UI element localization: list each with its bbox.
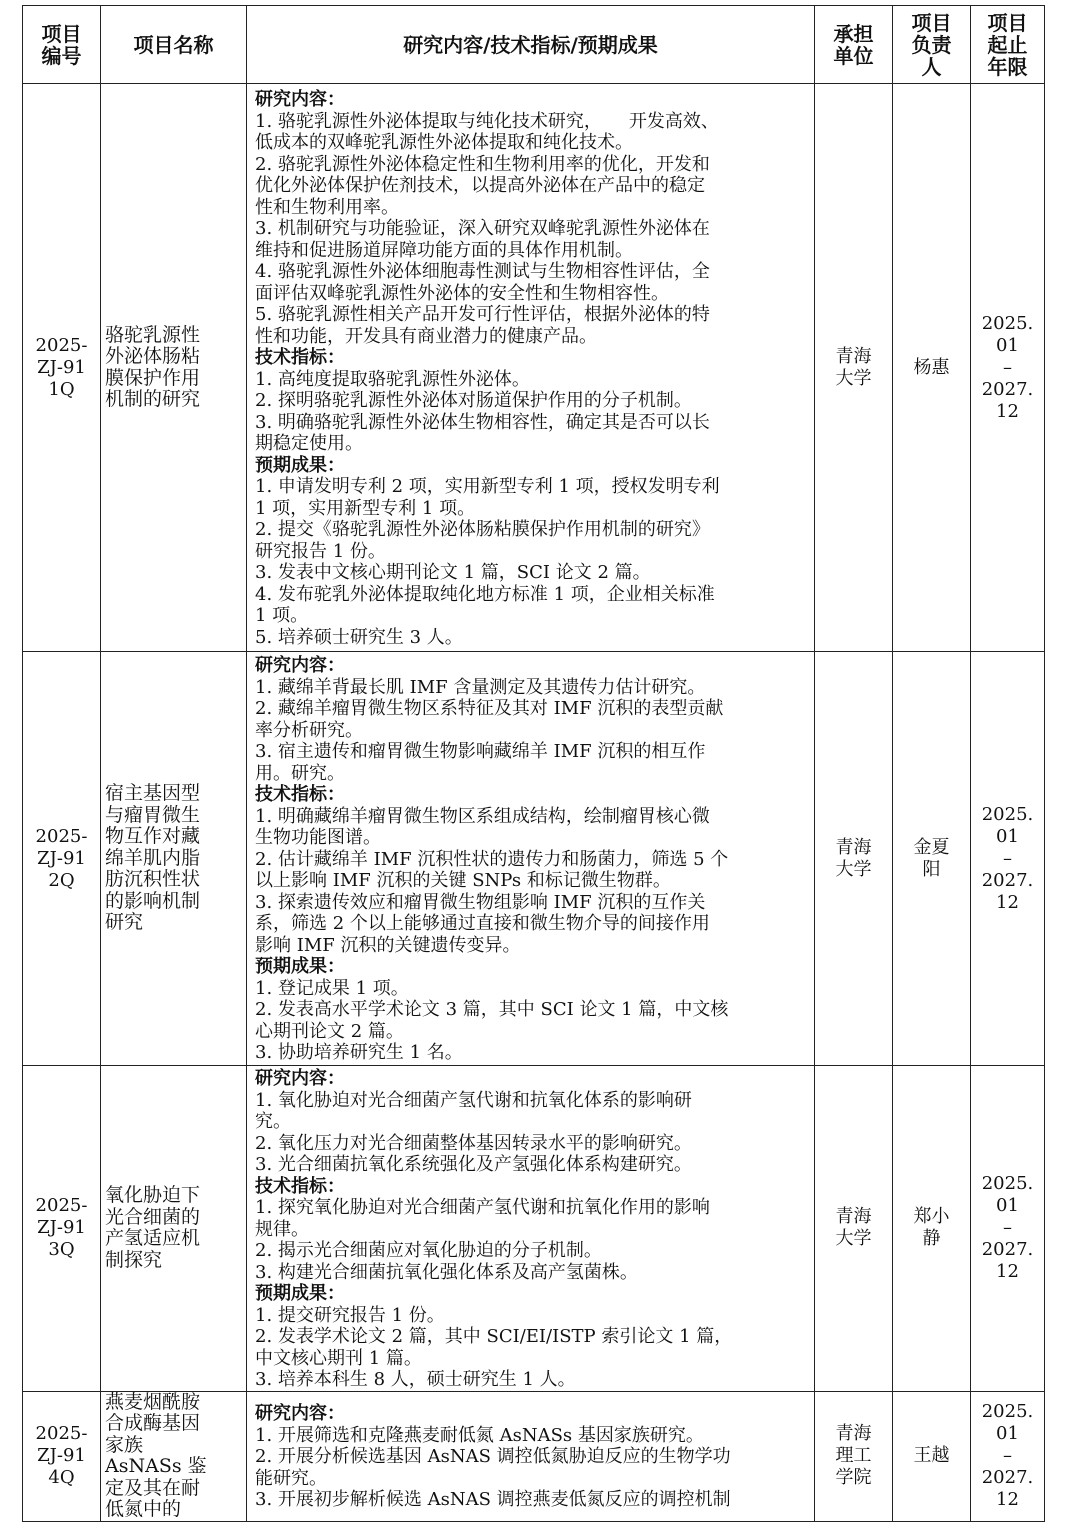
section-title: 技术指标： — [255, 347, 345, 368]
section-title: 预期成果： — [255, 1283, 345, 1304]
responsible-unit — [815, 84, 893, 652]
text-line: – — [1003, 847, 1012, 869]
responsible-unit-text: 青海大学 — [835, 836, 872, 880]
text-line: 12 — [996, 400, 1019, 422]
text-line: 4Q — [48, 1467, 75, 1488]
project-name-text: 宿主基因型与瘤胃微生物互作对藏绵羊肌内脂肪沉积性状的影响机制研究 — [105, 782, 201, 934]
text-line: ZJ-91 — [37, 1445, 86, 1466]
project-code — [23, 84, 101, 652]
responsible-unit — [815, 652, 893, 1066]
text-line: 01 — [996, 334, 1019, 356]
text-line: 4. 骆驼乳源性外泌体细胞毒性测试与生物相容性评估，全 — [255, 261, 710, 282]
text-line: 1. 提交研究报告 1 份。 — [255, 1304, 445, 1326]
project-leader — [893, 1391, 971, 1521]
section-title: 技术指标： — [255, 1175, 345, 1197]
text-line: 2025. — [981, 312, 1034, 334]
project-content — [247, 652, 815, 1066]
header-code: 项目编号 — [23, 6, 101, 84]
text-line: 性和功能，开发具有商业潜力的健康产品。 — [255, 325, 597, 347]
project-content — [247, 1391, 815, 1521]
text-line: 01 — [996, 1423, 1019, 1444]
text-line: 1 项，实用新型专利 1 项。 — [255, 497, 476, 519]
text-line: 心期刊论文 2 篇。 — [255, 1020, 404, 1042]
text-line: 低成本的双峰驼乳源性外泌体提取和纯化技术。 — [255, 132, 633, 153]
text-line: 3. 明确骆驼乳源性外泌体生物相容性，确定其是否可以长 — [255, 411, 710, 433]
project-name — [101, 84, 247, 652]
text-line: 2. 开展分析候选基因 AsNAS 调控低氮胁迫反应的生物学功 — [255, 1446, 731, 1468]
header-content: 研究内容/技术指标/预期成果 — [247, 6, 815, 84]
section-title: 技术指标： — [255, 784, 345, 806]
text-line: 2. 发表高水平学术论文 3 篇，其中 SCI 论文 1 篇，中文核 — [255, 999, 729, 1021]
text-line: 用。研究。 — [255, 762, 345, 784]
section-title: 研究内容： — [255, 1403, 345, 1425]
text-line: 2. 揭示光合细菌应对氧化胁迫的分子机制。 — [255, 1240, 602, 1261]
text-line: 01 — [996, 825, 1019, 847]
responsible-unit-text: 青海大学 — [835, 1206, 872, 1250]
table-row — [23, 652, 1045, 1066]
text-line: 2. 藏绵羊瘤胃微生物区系特征及其对 IMF 沉积的表型贡献 — [255, 698, 724, 720]
text-line: 5. 骆驼乳源性相关产品开发可行性评估，根据外泌体的特 — [255, 304, 710, 325]
section-title: 预期成果： — [255, 454, 345, 476]
text-line: 2025. — [981, 1173, 1034, 1195]
project-period — [971, 1391, 1045, 1521]
responsible-unit-text: 青海理工学院 — [835, 1423, 872, 1488]
project-leader-text: 郑小静 — [913, 1206, 950, 1250]
text-line: 2. 发表学术论文 2 篇，其中 SCI/EI/ISTP 索引论文 1 篇， — [255, 1326, 733, 1347]
project-name-text: 燕麦烟酰胺合成酶基因家族 AsNASs 鉴定及其在耐低氮中的 — [105, 1390, 207, 1520]
project-leader — [893, 652, 971, 1066]
section-title: 研究内容： — [255, 1068, 345, 1089]
text-line: 规律。 — [255, 1218, 309, 1240]
text-line: 2. 骆驼乳源性外泌体稳定性和生物利用率的优化，开发和 — [255, 153, 710, 175]
text-line: 2025- — [35, 1195, 88, 1217]
header-name: 项目名称 — [101, 6, 247, 84]
text-line: 2025. — [981, 1401, 1034, 1422]
section-title: 研究内容： — [255, 89, 345, 110]
project-code — [23, 1391, 101, 1521]
text-line: 3. 发表中文核心期刊论文 1 篇，SCI 论文 2 篇。 — [255, 562, 651, 583]
text-line: 2027. — [981, 1239, 1034, 1261]
text-line: 1. 申请发明专利 2 项，实用新型专利 1 项，授权发明专利 — [255, 476, 720, 497]
text-line: 12 — [996, 1261, 1019, 1283]
text-line: 5. 培养硕士研究生 3 人。 — [255, 626, 463, 648]
text-line: 2. 氧化压力对光合细菌整体基因转录水平的影响研究。 — [255, 1132, 692, 1154]
text-line: 生物功能图谱。 — [255, 827, 381, 849]
text-line: 1. 高纯度提取骆驼乳源性外泌体。 — [255, 368, 530, 390]
text-line: 3. 光合细菌抗氧化系统强化及产氢强化体系构建研究。 — [255, 1154, 692, 1175]
project-code — [23, 652, 101, 1066]
text-line: 2027. — [981, 378, 1034, 400]
project-content — [247, 1066, 815, 1392]
text-line: 2025- — [35, 334, 88, 356]
responsible-unit — [815, 1066, 893, 1392]
table-row — [23, 84, 1045, 652]
header-row — [23, 6, 1045, 84]
project-name-text: 氧化胁迫下光合细菌的产氢适应机制探究 — [105, 1184, 201, 1271]
text-line: 1. 登记成果 1 项。 — [255, 977, 409, 999]
text-line: 影响 IMF 沉积的关键遗传变异。 — [255, 934, 521, 956]
text-line: 1 项。 — [255, 605, 309, 626]
project-name — [101, 652, 247, 1066]
text-line: 1. 氧化胁迫对光合细菌产氢代谢和抗氧化体系的影响研 — [255, 1089, 692, 1111]
text-line: 中文核心期刊 1 篇。 — [255, 1347, 422, 1369]
text-line: 率分析研究。 — [255, 719, 363, 741]
table-row — [23, 1066, 1045, 1392]
text-line: 性和生物利用率。 — [255, 196, 399, 218]
project-leader-text: 杨惠 — [913, 356, 950, 378]
text-line: ZJ-91 — [37, 1217, 86, 1239]
text-line: 2. 提交《骆驼乳源性外泌体肠粘膜保护作用机制的研究》 — [255, 519, 710, 540]
project-name — [101, 1391, 247, 1521]
section-title: 研究内容： — [255, 655, 345, 677]
text-line: 1. 探究氧化胁迫对光合细菌产氢代谢和抗氧化作用的影响 — [255, 1197, 710, 1218]
text-line: – — [1003, 1217, 1012, 1239]
project-period — [971, 84, 1045, 652]
text-line: 2025- — [35, 1423, 88, 1444]
text-line: 12 — [996, 891, 1019, 913]
text-line: 3. 探索遗传效应和瘤胃微生物组影响 IMF 沉积的互作关 — [255, 891, 706, 913]
text-line: – — [1003, 1445, 1012, 1466]
project-leader — [893, 1066, 971, 1392]
responsible-unit — [815, 1391, 893, 1521]
text-line: 1Q — [48, 378, 75, 400]
text-line: 2. 探明骆驼乳源性外泌体对肠道保护作用的分子机制。 — [255, 390, 692, 411]
project-leader-text: 金夏阳 — [913, 836, 950, 880]
text-line: 面评估双峰驼乳源性外泌体的安全性和生物相容性。 — [255, 282, 669, 304]
text-line: 期稳定使用。 — [255, 433, 363, 454]
text-line: 2025- — [35, 825, 88, 847]
text-line: 01 — [996, 1195, 1019, 1217]
header-unit: 承担单位 — [815, 6, 893, 84]
text-line: 2025. — [981, 803, 1034, 825]
text-line: 3. 开展初步解析候选 AsNAS 调控燕麦低氮反应的调控机制 — [255, 1489, 731, 1511]
text-line: 2027. — [981, 869, 1034, 891]
text-line: 3. 协助培养研究生 1 名。 — [255, 1042, 463, 1064]
text-line: 2. 估计藏绵羊 IMF 沉积性状的遗传力和肠菌力，筛选 5 个 — [255, 848, 729, 870]
text-line: ZJ-91 — [37, 847, 86, 869]
header-period: 项目起止年限 — [971, 6, 1045, 84]
project-leader — [893, 84, 971, 652]
text-line: 研究报告 1 份。 — [255, 540, 386, 562]
project-table — [22, 5, 1045, 1522]
project-period — [971, 652, 1045, 1066]
text-line: 3Q — [48, 1239, 75, 1261]
project-code — [23, 1066, 101, 1392]
text-line: 究。 — [255, 1111, 291, 1132]
project-name-text: 骆驼乳源性外泌体肠粘膜保护作用机制的研究 — [105, 323, 201, 410]
project-content — [247, 84, 815, 652]
header-person: 项目负责人 — [893, 6, 971, 84]
text-line: 1. 藏绵羊背最长肌 IMF 含量测定及其遗传力估计研究。 — [255, 676, 706, 698]
text-line: 1. 开展筛选和克隆燕麦耐低氮 AsNASs 基因家族研究。 — [255, 1424, 704, 1446]
text-line: 系，筛选 2 个以上能够通过直接和微生物介导的间接作用 — [255, 913, 710, 935]
project-name — [101, 1066, 247, 1392]
text-line: – — [1003, 356, 1012, 378]
text-line: 12 — [996, 1489, 1019, 1510]
section-title: 预期成果： — [255, 956, 345, 978]
project-period — [971, 1066, 1045, 1392]
project-leader-text: 王越 — [913, 1445, 950, 1466]
text-line: 3. 机制研究与功能验证，深入研究双峰驼乳源性外泌体在 — [255, 218, 710, 239]
text-line: 1. 明确藏绵羊瘤胃微生物区系组成结构，绘制瘤胃核心微 — [255, 805, 710, 827]
text-line: 能研究。 — [255, 1467, 327, 1489]
text-line: 3. 培养本科生 8 人，硕士研究生 1 人。 — [255, 1369, 576, 1390]
text-line: 1. 骆驼乳源性外泌体提取与纯化技术研究， 开发高效、 — [255, 110, 719, 132]
responsible-unit-text: 青海大学 — [835, 345, 872, 389]
text-line: ZJ-91 — [37, 356, 86, 378]
text-line: 维持和促进肠道屏障功能方面的具体作用机制。 — [255, 239, 633, 261]
text-line: 以上影响 IMF 沉积的关键 SNPs 和标记微生物群。 — [255, 870, 671, 892]
text-line: 2Q — [48, 869, 75, 891]
text-line: 4. 发布驼乳外泌体提取纯化地方标准 1 项，企业相关标准 — [255, 583, 715, 605]
text-line: 3. 宿主遗传和瘤胃微生物影响藏绵羊 IMF 沉积的相互作 — [255, 741, 706, 763]
text-line: 优化外泌体保护佐剂技术，以提高外泌体在产品中的稳定 — [255, 175, 705, 196]
text-line: 3. 构建光合细菌抗氧化强化体系及高产氢菌株。 — [255, 1261, 638, 1283]
table-row — [23, 1391, 1045, 1521]
text-line: 2027. — [981, 1467, 1034, 1488]
